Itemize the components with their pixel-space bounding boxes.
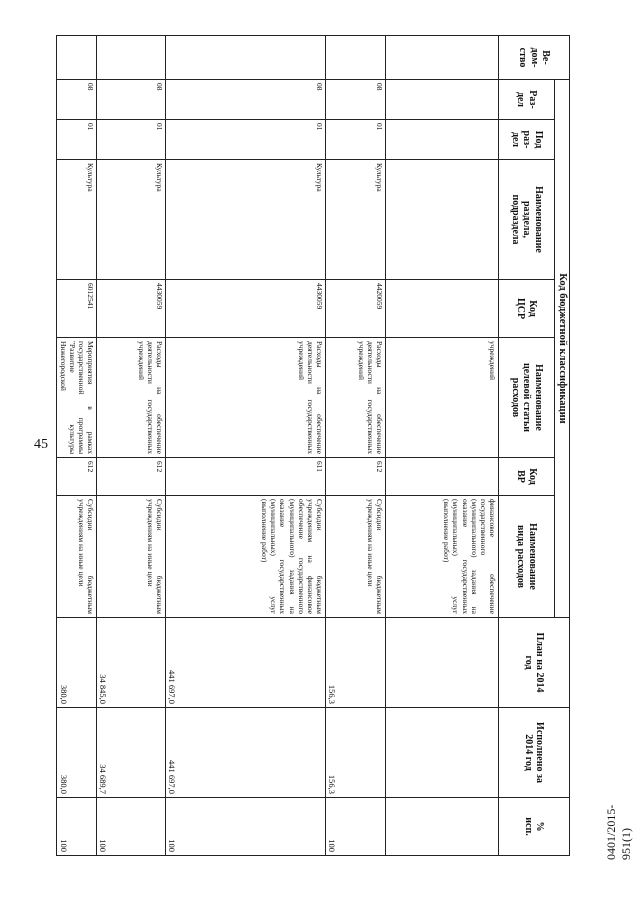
cell-podrazdel: 01 bbox=[96, 120, 165, 160]
cell-csr-name: Расходы на обеспечение деятельности государственных учреждений bbox=[325, 338, 385, 458]
header-group: Код бюджетной классификации bbox=[554, 80, 569, 618]
cell-vr: 611 bbox=[165, 458, 325, 496]
cell-plan: 156,3 bbox=[325, 618, 385, 708]
header-podrazdel: Под раз- дел bbox=[498, 120, 554, 160]
cell-vr bbox=[385, 458, 498, 496]
cell-csr: 6012541 bbox=[57, 280, 97, 338]
cell-vr: 612 bbox=[57, 458, 97, 496]
cell-razdel bbox=[385, 80, 498, 120]
table-row bbox=[385, 36, 498, 856]
header-csr-name: Наименование целевой статьи расходов bbox=[498, 338, 554, 458]
cell-razdel: 08 bbox=[96, 80, 165, 120]
cell-razdel: 08 bbox=[165, 80, 325, 120]
table-row bbox=[325, 36, 385, 856]
cell-percent bbox=[385, 798, 498, 856]
cell-plan bbox=[385, 618, 498, 708]
header-vedomstvo: Ве- дом- ство bbox=[498, 36, 569, 80]
cell-vedomstvo bbox=[165, 36, 325, 80]
cell-percent: 100 bbox=[325, 798, 385, 856]
cell-vr-name: Субсидии бюджетным учреждениям на иные цели bbox=[96, 496, 165, 618]
cell-vr-name: Субсидии бюджетным учреждениям на иные цели bbox=[57, 496, 97, 618]
cell-csr bbox=[385, 280, 498, 338]
cell-plan: 34 845,0 bbox=[96, 618, 165, 708]
cell-plan: 441 697,0 bbox=[165, 618, 325, 708]
cell-razdel-name: Культура bbox=[325, 160, 385, 280]
cell-podrazdel bbox=[385, 120, 498, 160]
table-row bbox=[96, 36, 165, 856]
cell-podrazdel: 01 bbox=[325, 120, 385, 160]
cell-percent: 100 bbox=[165, 798, 325, 856]
cell-razdel-name bbox=[385, 160, 498, 280]
cell-executed: 380,0 bbox=[57, 708, 97, 798]
cell-podrazdel: 01 bbox=[165, 120, 325, 160]
cell-razdel-name: Культура bbox=[57, 160, 97, 280]
cell-executed bbox=[385, 708, 498, 798]
table-row bbox=[165, 36, 325, 856]
header-razdel-name: Наименование раздела, подраздела bbox=[498, 160, 554, 280]
cell-vr: 612 bbox=[96, 458, 165, 496]
cell-csr: 4420059 bbox=[325, 280, 385, 338]
cell-vedomstvo bbox=[57, 36, 97, 80]
cell-vr: 612 bbox=[325, 458, 385, 496]
cell-vr-name: Субсидии бюджетным учреждениям на иные цели bbox=[325, 496, 385, 618]
header-plan: План на 2014 год bbox=[498, 618, 569, 708]
cell-vedomstvo bbox=[96, 36, 165, 80]
cell-vedomstvo bbox=[325, 36, 385, 80]
document-code: 0401/2015-951(1) bbox=[604, 804, 633, 860]
table-row bbox=[57, 36, 97, 856]
cell-podrazdel: 01 bbox=[57, 120, 97, 160]
cell-razdel: 08 bbox=[57, 80, 97, 120]
cell-csr: 4430059 bbox=[96, 280, 165, 338]
cell-executed: 441 697,0 bbox=[165, 708, 325, 798]
header-vr: Код ВР bbox=[498, 458, 554, 496]
budget-table bbox=[56, 35, 570, 856]
cell-razdel-name: Культура bbox=[165, 160, 325, 280]
cell-csr-name: Расходы на обеспечение деятельности государственных учреждений bbox=[96, 338, 165, 458]
cell-csr-name: Мероприятия в рамках государственной программы "Развитие культуры Нижегородской bbox=[57, 338, 97, 458]
budget-table-frame bbox=[58, 35, 570, 855]
header-csr: Код ЦСР bbox=[498, 280, 554, 338]
cell-plan: 380,0 bbox=[57, 618, 97, 708]
cell-vr-name: Субсидии бюджетным учреждениям на финансовое обеспечение государственного (муниципального) задания на оказание государственных (муниципальных) услуг (выполнение работ) bbox=[165, 496, 325, 618]
header-razdel: Раз- дел bbox=[498, 80, 554, 120]
cell-percent: 100 bbox=[96, 798, 165, 856]
cell-vr-name: финансовое обеспечение государственного (муниципального) задания на оказание государственных (муниципальных) услуг (выполнение работ) bbox=[385, 496, 498, 618]
cell-vedomstvo bbox=[385, 36, 498, 80]
cell-percent: 100 bbox=[57, 798, 97, 856]
cell-csr-name: учреждений bbox=[385, 338, 498, 458]
cell-executed: 34 689,7 bbox=[96, 708, 165, 798]
cell-razdel: 08 bbox=[325, 80, 385, 120]
cell-razdel-name: Культура bbox=[96, 160, 165, 280]
header-percent: % исп. bbox=[498, 798, 569, 856]
cell-csr-name: Расходы на обеспечение деятельности государственных учреждений bbox=[165, 338, 325, 458]
header-vr-name: Наименование вида расходов bbox=[498, 496, 554, 618]
header-executed: Исполнено за 2014 год bbox=[498, 708, 569, 798]
cell-executed: 156,3 bbox=[325, 708, 385, 798]
page-number: 45 bbox=[34, 437, 48, 452]
cell-csr: 4430059 bbox=[165, 280, 325, 338]
